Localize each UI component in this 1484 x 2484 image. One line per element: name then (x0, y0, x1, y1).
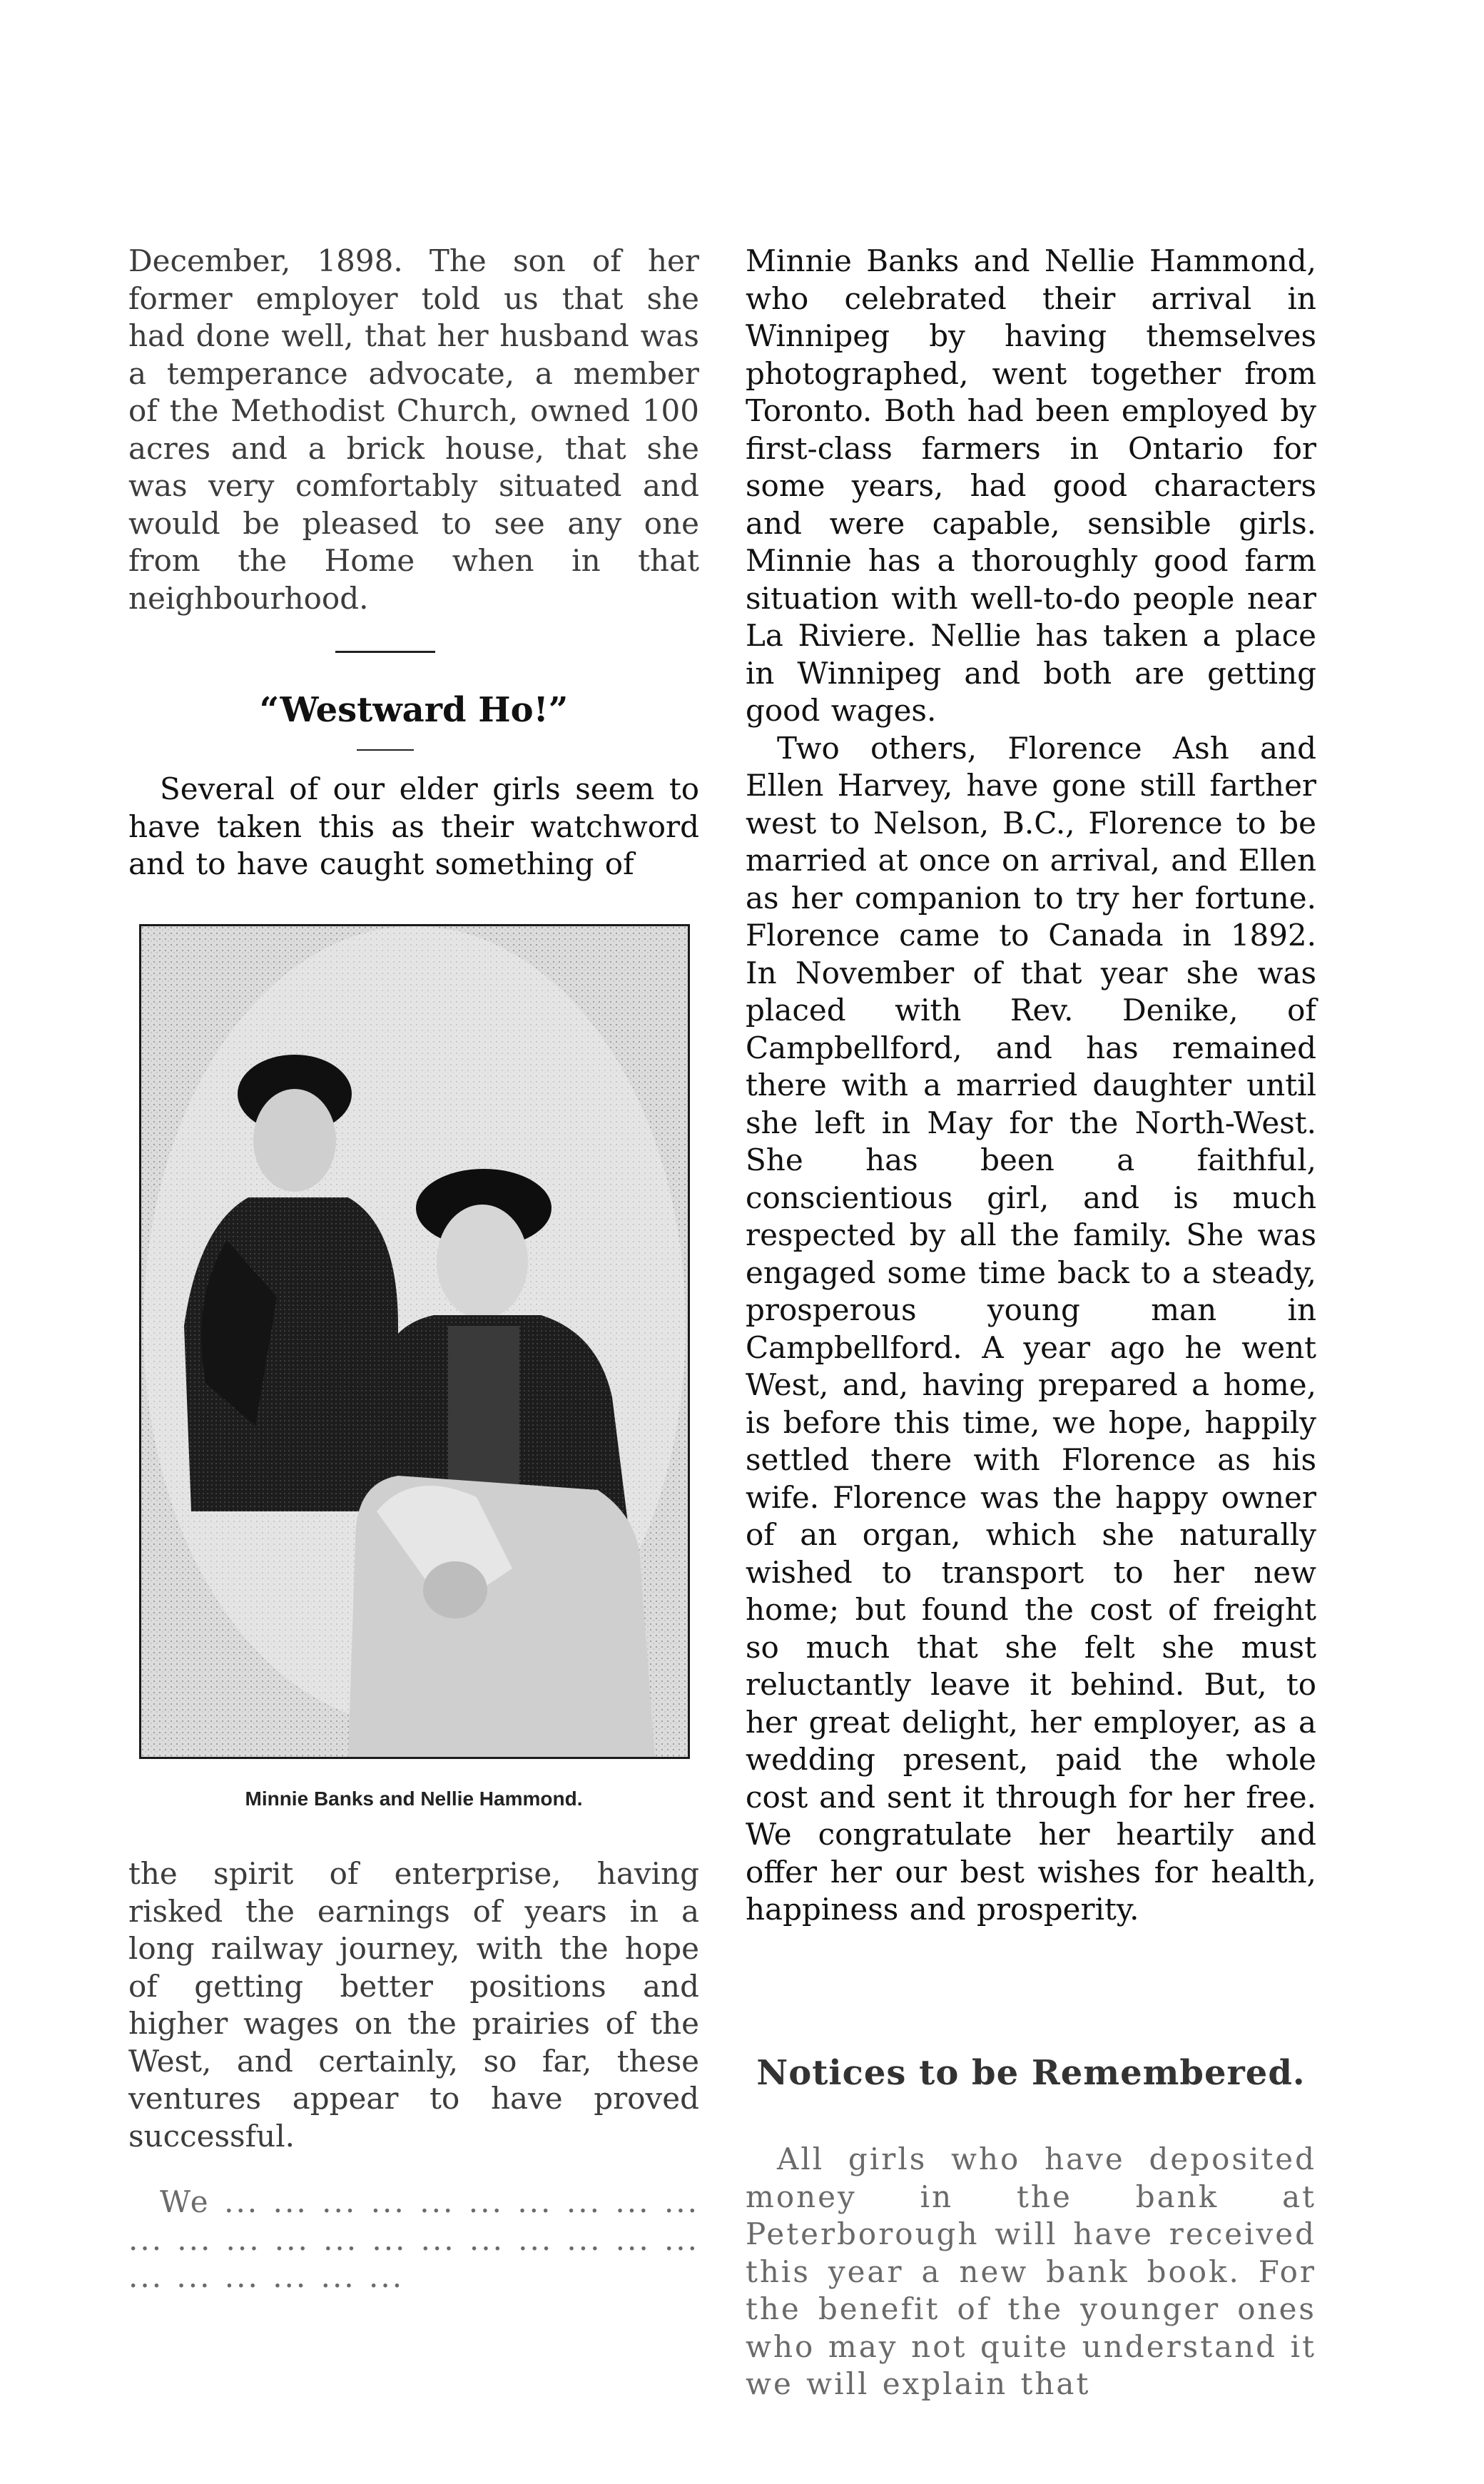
westward-ho-heading-wrap (128, 689, 699, 731)
right-column-body (746, 243, 1316, 1929)
photo-caption: Minnie Banks and Nellie Hammond. (245, 1788, 583, 1810)
faded-paragraph: We ... ... ... ... ... ... ... ... ... ... ... ... ... ... ... ... ... ... ... ... ... ... ... ... ... ... ... ... (128, 2184, 699, 2294)
right-paragraph-1: Minnie Banks and Nellie Hammond, who celebrated their arrival in Winnipeg by having themselves photographed, went together from Toronto. Both had been employed by first-class farmers in Ontario for some years, had good characters and were capable, sensible girls. Minnie has a thoroughly good farm situation with well-to-do people near La Riviere. Nellie has taken a place in Winnipeg and both are getting good wages. (746, 243, 1316, 728)
right-paragraph-3: All girls who have deposited money in the bank at Peterborough will have received this year a new bank book. For the benefit of the younger ones who may not quite understand it we will explain that (746, 2141, 1316, 2401)
section-divider-bottom (357, 749, 414, 751)
section-divider-top (335, 651, 435, 653)
section-title-notices: Notices to be Remembered. (756, 2053, 1306, 2093)
left-column-faded (128, 2184, 699, 2296)
section-title-westward-ho: “Westward Ho!” (259, 690, 569, 730)
running-header (628, 143, 956, 171)
left-column-top (128, 243, 699, 617)
notices-heading-wrap (746, 2052, 1316, 2094)
intro-paragraph: Several of our elder girls seem to have taken this as their watchword and to have caught something of (128, 771, 699, 881)
photograph (139, 924, 690, 1759)
portrait-photo-image (141, 926, 688, 1757)
right-column-notices (746, 2141, 1316, 2403)
right-paragraph-2: Two others, Florence Ash and Ellen Harvey, have gone still farther west to Nelson, B.C., Florence to be married at once on arrival, and Ellen as her companion to try her fortune. Florence came to Canada in 1892. In November of that year she was placed with Rev. Denike, of Campbellford, and has remained there with a married daughter until she left in May for the North-West. She has been a faithful, conscientious girl, and is much respected by all the family. She was engaged some time back to a steady, prosperous young man in Campbellford. A year ago he went West, and, having prepared a home, is before this time, we hope, happily settled there with Florence as his wife. Florence was the happy owner of an organ, which she naturally wished to transport to her new home; but found the cost of freight so much that she felt she must reluctantly leave it behind. But, to her great delight, her employer, as a wedding present, paid the whole cost and sent it through for her free. We congratulate her heartily and offer her our best wishes for health, happiness and prosperity. (746, 730, 1316, 1927)
top-paragraph: December, 1898. The son of her former employer told us that she had done well, that her husband was a temperance advocate, a member of the Methodist Church, owned 100 acres and a brick house, that she was very comfortably situated and would be pleased to see any one from the Home when in that neighbourhood. (128, 243, 699, 616)
left-column-intro (128, 771, 699, 883)
continued-paragraph: the spirit of enterprise, having risked the earnings of years in a long railway journey, with the hope of getting better positions and higher wages on the prairies of the West, and certainly, so far, these ventures appear to have proved successful. (128, 1856, 699, 2154)
left-column-continued (128, 1855, 699, 2155)
